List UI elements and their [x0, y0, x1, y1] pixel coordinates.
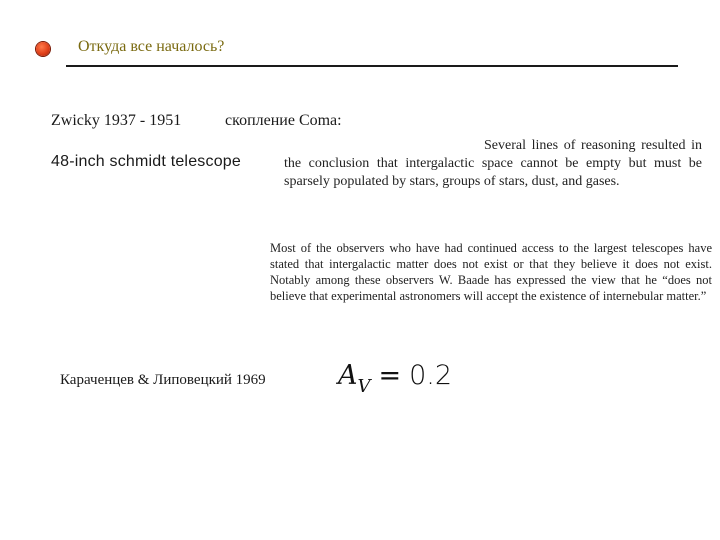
- slide-title: Откуда все началось?: [78, 38, 225, 55]
- telescope-label: 48-inch schmidt telescope: [51, 153, 241, 170]
- karachentsev-reference: Караченцев & Липовецкий 1969: [60, 372, 266, 388]
- quote-intergalactic-space: [284, 137, 702, 191]
- slide-bullet-icon: [36, 42, 50, 56]
- author-years: Zwicky 1937 - 1951: [51, 112, 182, 129]
- formula-subscript: V: [357, 376, 371, 397]
- formula-equals: =: [378, 360, 402, 391]
- formula-value: 0.2: [409, 360, 453, 391]
- title-divider: [66, 65, 678, 67]
- quote-2-text: Most of the observers who have had continued access to the largest telescopes have stated that intergalactic matter does not exist or that they believe it does not exist. Notably among these observers W. Baade has expressed the view that he “does not believe that experimental astronomers will accept the existence of internebular matter.”: [270, 241, 712, 303]
- quote-observers: [270, 240, 712, 304]
- extinction-formula: [338, 360, 453, 397]
- formula-symbol: A: [338, 360, 358, 391]
- cluster-label: скопление Coma:: [225, 112, 342, 129]
- quote-1-text: Several lines of reasoning resulted in the conclusion that intergalactic space cannot be empty but must be sparsely populated by stars, groups of stars, dust, and gases.: [284, 138, 702, 189]
